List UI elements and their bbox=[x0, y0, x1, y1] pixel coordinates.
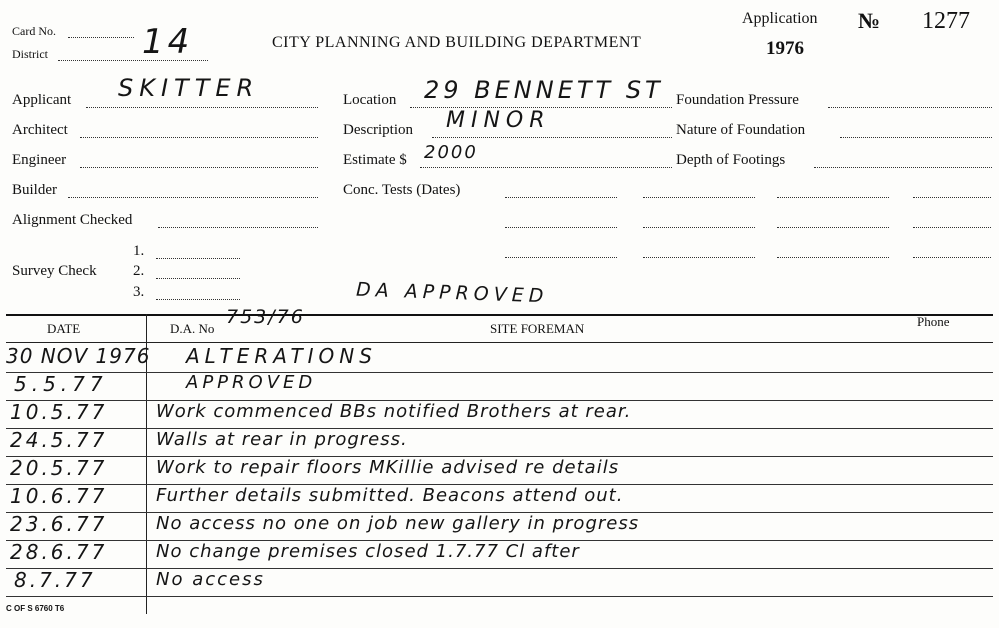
survey-check-label: Survey Check bbox=[12, 263, 97, 279]
site-foreman-header: SITE FOREMAN bbox=[490, 321, 585, 336]
log-row-note: Further details submitted. Beacons attend out. bbox=[156, 485, 624, 506]
log-row-note: No access no one on job new gallery in progress bbox=[156, 513, 640, 534]
conc-tests-line-5 bbox=[505, 227, 617, 228]
description-label: Description bbox=[343, 122, 413, 138]
conc-tests-line-7 bbox=[777, 227, 889, 228]
conc-tests-line-12 bbox=[913, 257, 991, 258]
da-label: D.A. No bbox=[170, 321, 215, 336]
engineer-line bbox=[80, 167, 318, 168]
log-row-note: APPROVED bbox=[186, 372, 317, 393]
log-row-date: 24.5.77 bbox=[10, 428, 108, 452]
builder-label: Builder bbox=[12, 182, 57, 198]
log-row-note: No change premises closed 1.7.77 Cl after bbox=[156, 541, 580, 562]
conc-tests-line-2 bbox=[643, 197, 755, 198]
estimate-value: 2000 bbox=[424, 142, 478, 163]
nature-foundation-line bbox=[840, 137, 992, 138]
survey-item-2: 2. bbox=[133, 263, 145, 279]
phone-header: Phone bbox=[917, 314, 950, 329]
conc-tests-line-3 bbox=[777, 197, 889, 198]
foundation-pressure-label: Foundation Pressure bbox=[676, 92, 799, 108]
log-row-note: Work commenced BBs notified Brothers at rear. bbox=[156, 401, 632, 422]
architect-label: Architect bbox=[12, 122, 68, 138]
conc-tests-line-6 bbox=[643, 227, 755, 228]
log-row-date: 28.6.77 bbox=[10, 540, 108, 564]
application-number: 1277 bbox=[922, 8, 970, 34]
department-title: CITY PLANNING AND BUILDING DEPARTMENT bbox=[272, 34, 642, 51]
architect-line bbox=[80, 137, 318, 138]
entry-rule bbox=[6, 596, 993, 597]
entry-rule bbox=[6, 372, 993, 373]
conc-tests-line-11 bbox=[777, 257, 889, 258]
applicant-label: Applicant bbox=[12, 92, 72, 108]
date-header: DATE bbox=[47, 321, 81, 336]
survey-line-1 bbox=[156, 258, 240, 259]
log-row-note: Work to repair floors MKillie advised re details bbox=[156, 457, 620, 478]
conc-tests-line-10 bbox=[643, 257, 755, 258]
survey-line-3 bbox=[156, 299, 240, 300]
log-row-date: 5.5.77 bbox=[14, 372, 108, 396]
application-year: 1976 bbox=[766, 38, 804, 59]
stamp-note: DA APPROVED bbox=[355, 278, 549, 308]
description-line bbox=[432, 137, 672, 138]
description-value: MINOR bbox=[446, 108, 551, 133]
da-value: 753/76 bbox=[226, 306, 305, 328]
form-code: C OF S 6760 T6 bbox=[6, 604, 65, 613]
engineer-label: Engineer bbox=[12, 152, 67, 168]
log-row-date: 30 NOV 1976 bbox=[6, 344, 151, 368]
conc-tests-line-9 bbox=[505, 257, 617, 258]
nature-foundation-label: Nature of Foundation bbox=[676, 122, 806, 138]
table-header-rule bbox=[6, 342, 993, 343]
survey-line-2 bbox=[156, 278, 240, 279]
depth-footings-label: Depth of Footings bbox=[676, 152, 786, 168]
number-symbol: № bbox=[858, 8, 881, 33]
entry-rule bbox=[6, 568, 993, 569]
location-label: Location bbox=[343, 92, 397, 108]
log-row-date: 20.5.77 bbox=[10, 456, 108, 480]
card-no-label: Card No. bbox=[12, 24, 56, 38]
depth-footings-line bbox=[814, 167, 992, 168]
entry-rule bbox=[6, 428, 993, 429]
applicant-line bbox=[86, 107, 318, 108]
alignment-label: Alignment Checked bbox=[12, 212, 133, 228]
estimate-label: Estimate $ bbox=[343, 152, 407, 168]
log-row-note: No access bbox=[156, 569, 265, 590]
conc-tests-line-4 bbox=[913, 197, 991, 198]
estimate-line bbox=[420, 167, 672, 168]
log-row-date: 23.6.77 bbox=[10, 512, 108, 536]
alignment-line bbox=[158, 227, 318, 228]
table-top-rule bbox=[6, 314, 993, 316]
location-value: 29 BENNETT ST bbox=[424, 76, 664, 104]
district-value: 14 bbox=[142, 22, 194, 62]
log-row-date: 8.7.77 bbox=[14, 568, 96, 592]
conc-tests-line-1 bbox=[505, 197, 617, 198]
application-label: Application bbox=[742, 10, 818, 27]
district-label: District bbox=[12, 47, 48, 61]
card-no-line bbox=[68, 37, 134, 38]
conc-tests-line-8 bbox=[913, 227, 991, 228]
log-row-note: ALTERATIONS bbox=[186, 344, 377, 368]
survey-item-1: 1. bbox=[133, 243, 145, 259]
applicant-value: SKITTER bbox=[118, 74, 260, 102]
log-row-note: Walls at rear in progress. bbox=[156, 429, 408, 450]
foundation-pressure-line bbox=[828, 107, 992, 108]
log-row-date: 10.6.77 bbox=[10, 484, 108, 508]
log-row-date: 10.5.77 bbox=[10, 400, 108, 424]
survey-item-3: 3. bbox=[133, 284, 145, 300]
builder-line bbox=[68, 197, 318, 198]
conc-tests-label: Conc. Tests (Dates) bbox=[343, 182, 461, 198]
